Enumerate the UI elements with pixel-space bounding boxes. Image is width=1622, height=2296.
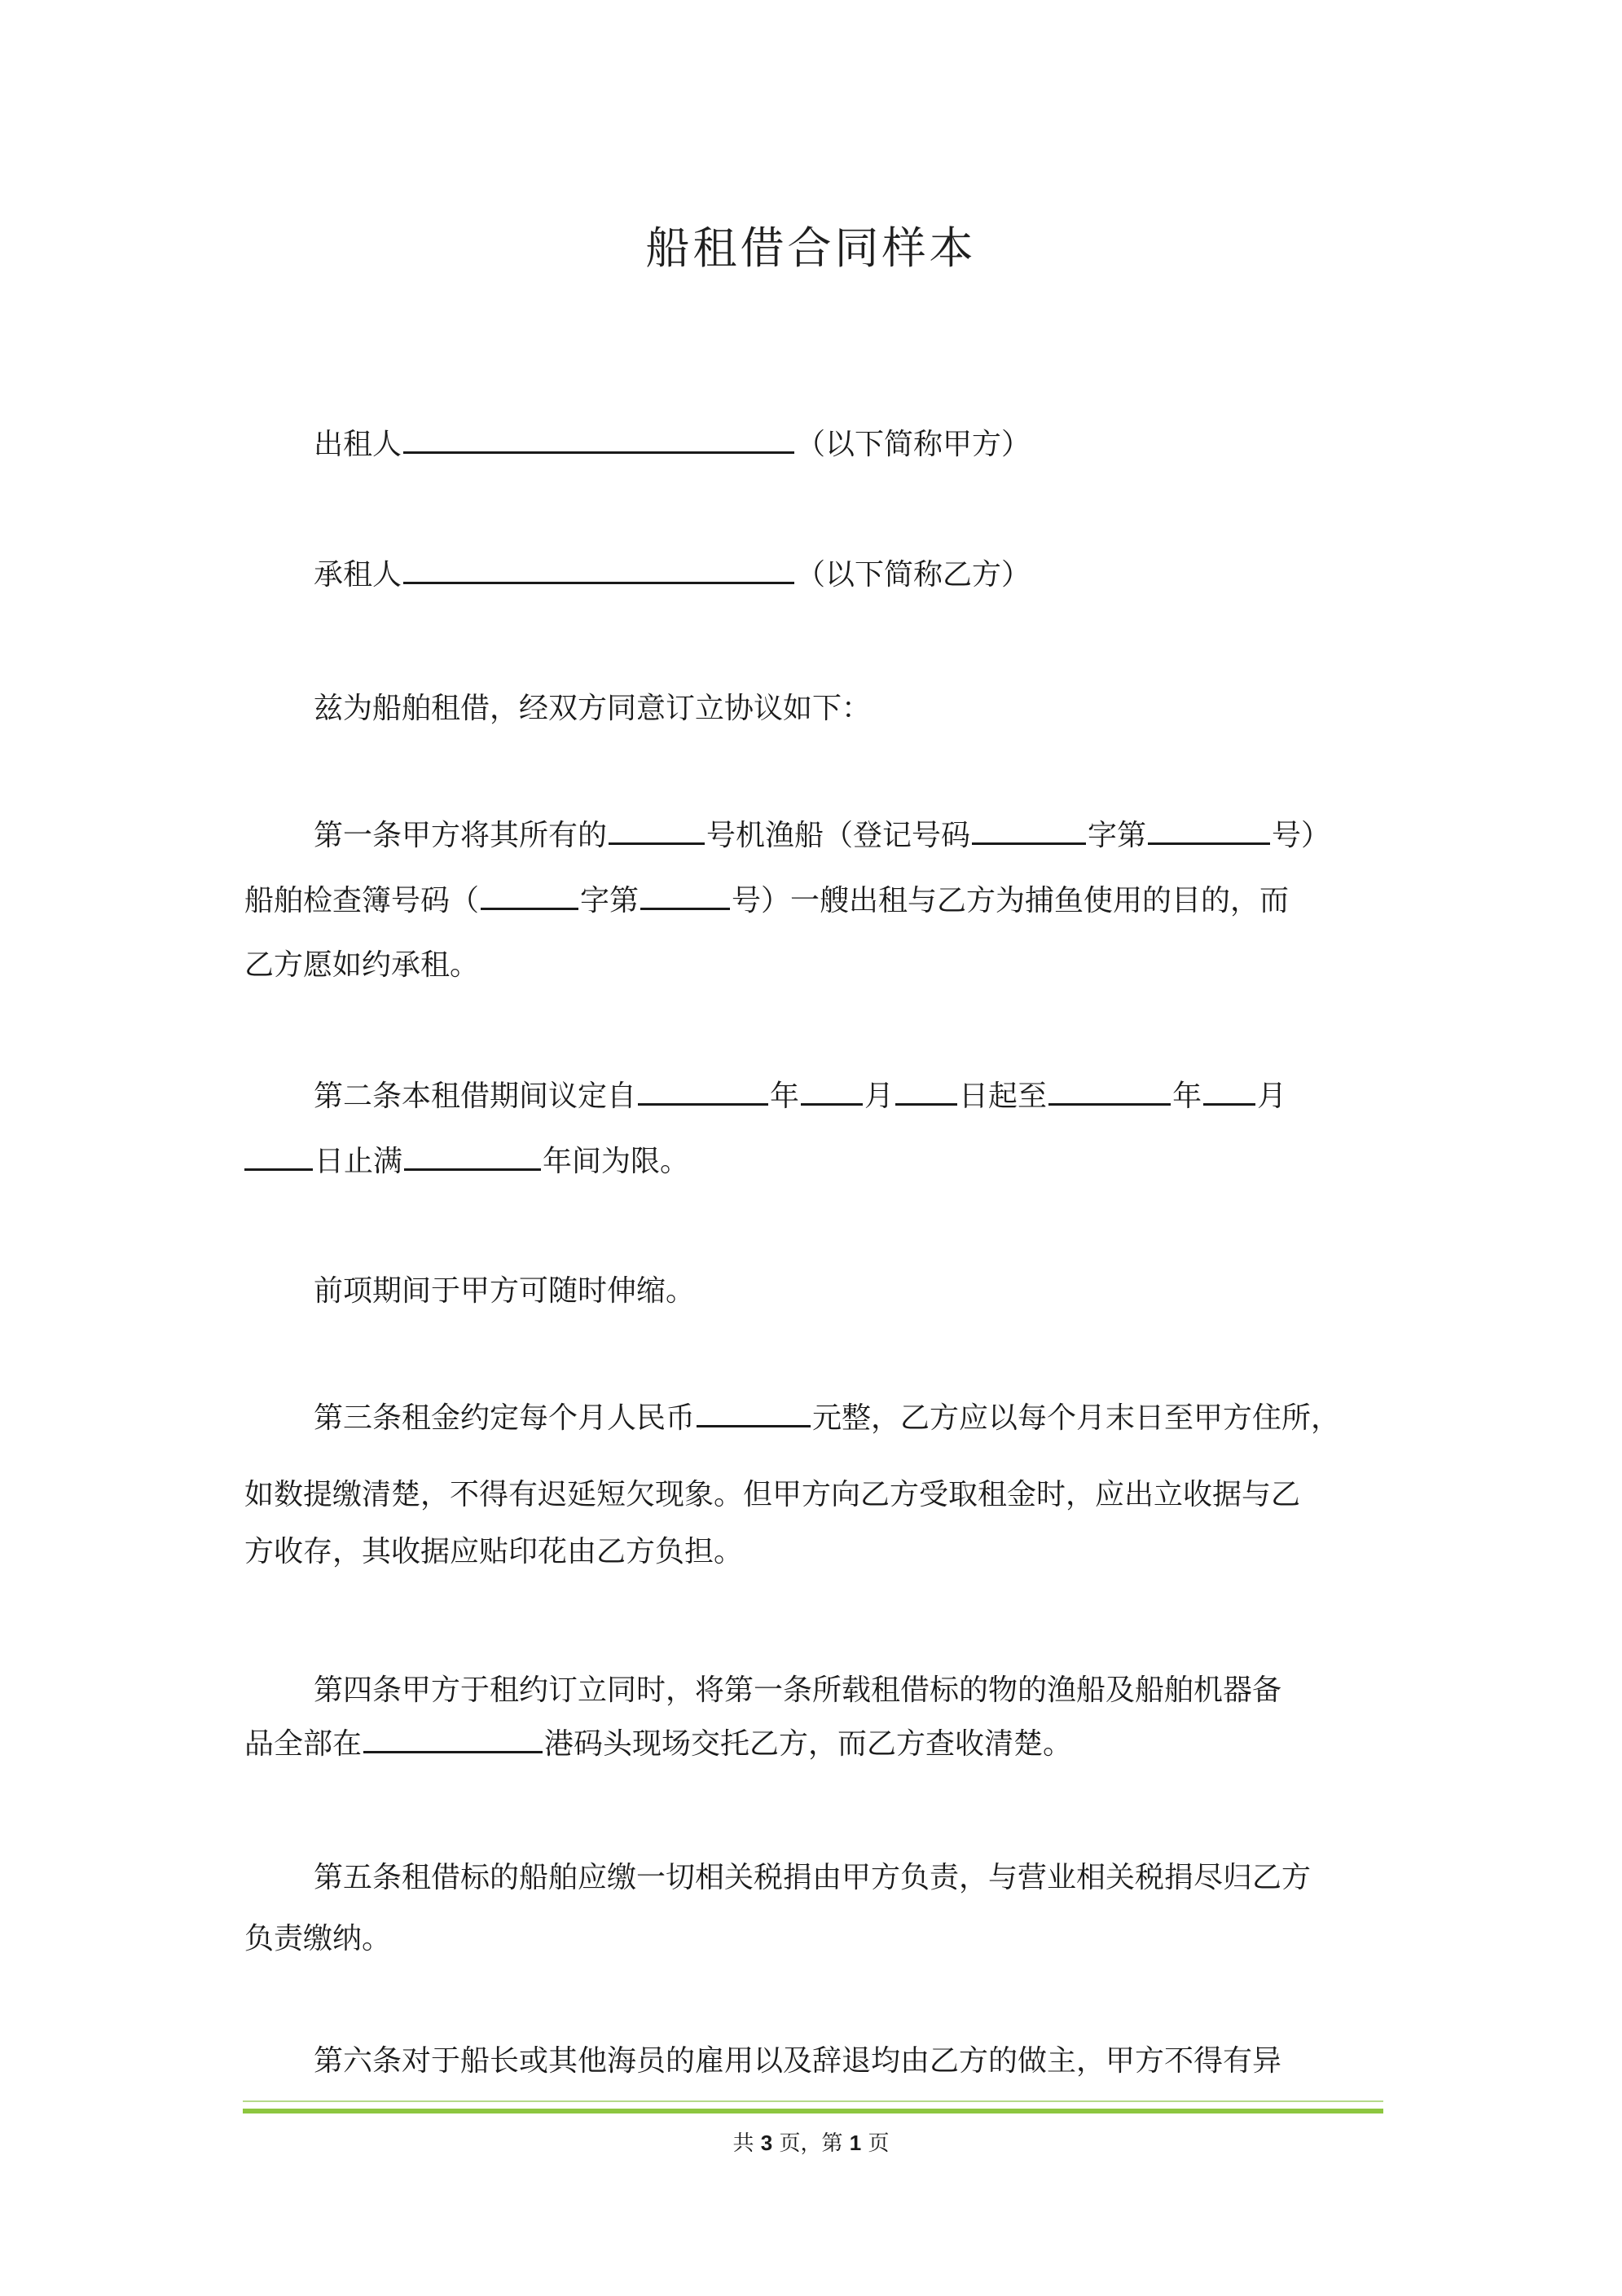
end-day-blank[interactable]: [244, 1141, 313, 1171]
footer-rule-thin: [243, 2100, 1383, 2102]
article-1-text: 字第: [580, 884, 640, 917]
article-2-text: 月: [864, 1080, 895, 1113]
article-4-line-2: [244, 1723, 1072, 1765]
article-2-text: 年: [1172, 1080, 1202, 1113]
article-6-line-1: 第六条对于船长或其他海员的雇用以及辞退均由乙方的做主，甲方不得有异: [314, 2044, 1282, 2078]
lessee-label: 承租人: [314, 558, 402, 592]
document-title: 船租借合同样本: [645, 222, 977, 274]
article-3-text: 第三条租金约定每个月人民币: [314, 1401, 696, 1435]
inspection-number-blank[interactable]: [640, 880, 730, 910]
article-2-line-1: [314, 1075, 1286, 1117]
article-5-line-2: 负责缴纳。: [244, 1922, 392, 1955]
article-5-line-1: 第五条租借标的船舶应缴一切相关税捐由甲方负责，与营业相关税捐尽归乙方: [314, 1861, 1312, 1894]
article-1-text: 第一条甲方将其所有的: [314, 819, 608, 852]
article-2-text: 年: [770, 1080, 800, 1113]
total-pages: 3: [760, 2131, 773, 2155]
article-1-line-2: [244, 880, 1289, 921]
end-year-blank[interactable]: [1048, 1075, 1171, 1106]
page-counter-text: 共: [732, 2131, 761, 2156]
article-3-line-1: [314, 1397, 1340, 1439]
lessor-blank[interactable]: [403, 424, 794, 454]
registration-number-blank[interactable]: [1148, 815, 1270, 845]
article-2-text: 第二条本租借期间议定自: [314, 1080, 637, 1113]
port-name-blank[interactable]: [363, 1723, 543, 1753]
rent-amount-blank[interactable]: [697, 1397, 811, 1427]
article-1-line-3: 乙方愿如约承租。: [244, 948, 480, 982]
article-2-text: 年间为限。: [543, 1145, 690, 1178]
start-day-blank[interactable]: [895, 1075, 957, 1106]
start-year-blank[interactable]: [638, 1075, 768, 1106]
article-4-text: 品全部在: [244, 1727, 363, 1761]
term-years-blank[interactable]: [404, 1141, 541, 1171]
registration-prefix-blank[interactable]: [972, 815, 1086, 845]
start-month-blank[interactable]: [801, 1075, 863, 1106]
article-1-text: 字第: [1088, 819, 1147, 852]
article-3-line-3: 方收存，其收据应贴印花由乙方负担。: [244, 1535, 744, 1568]
page-counter: [0, 2127, 1622, 2157]
lessor-line: [314, 424, 1031, 465]
page-counter-text: 页，第: [772, 2131, 850, 2156]
lessor-label: 出租人: [314, 428, 402, 461]
article-1-text: 号机渔船（登记号码: [706, 819, 971, 852]
inspection-prefix-blank[interactable]: [481, 880, 578, 910]
article-4-line-1: 第四条甲方于租约订立同时，将第一条所载租借标的物的渔船及船舶机器备: [314, 1674, 1282, 1707]
page-counter-text: 页: [861, 2131, 890, 2156]
footer-rule: [243, 2109, 1383, 2113]
article-1-text: 船舶检查簿号码（: [244, 884, 480, 917]
end-month-blank[interactable]: [1203, 1075, 1255, 1106]
boat-number-blank[interactable]: [609, 815, 705, 845]
article-2-text: 日起至: [959, 1080, 1048, 1113]
intro-paragraph: 兹为船舶租借，经双方同意订立协议如下：: [314, 692, 872, 725]
article-2-text: 日止满: [314, 1145, 403, 1178]
article-4-text: 港码头现场交托乙方，而乙方查收清楚。: [544, 1727, 1073, 1761]
article-1-text: 号）一艘出租与乙方为捕鱼使用的目的，而: [732, 884, 1290, 917]
term-adjustment-note: 前项期间于甲方可随时伸缩。: [314, 1274, 696, 1308]
lessee-blank[interactable]: [403, 554, 794, 584]
lessee-suffix: （以下简称乙方）: [796, 558, 1031, 592]
article-3-line-2: 如数提缴清楚，不得有迟延短欠现象。但甲方向乙方受取租金时，应出立收据与乙: [244, 1478, 1301, 1511]
lessee-line: [314, 554, 1031, 596]
article-2-line-2: [244, 1141, 689, 1182]
lessor-suffix: （以下简称甲方）: [796, 428, 1031, 461]
current-page: 1: [849, 2131, 862, 2155]
article-3-text: 元整，乙方应以每个月末日至甲方住所，: [812, 1401, 1341, 1435]
article-1-line-1: [314, 815, 1330, 856]
article-1-text: 号）: [1272, 819, 1331, 852]
article-2-text: 月: [1257, 1080, 1287, 1113]
